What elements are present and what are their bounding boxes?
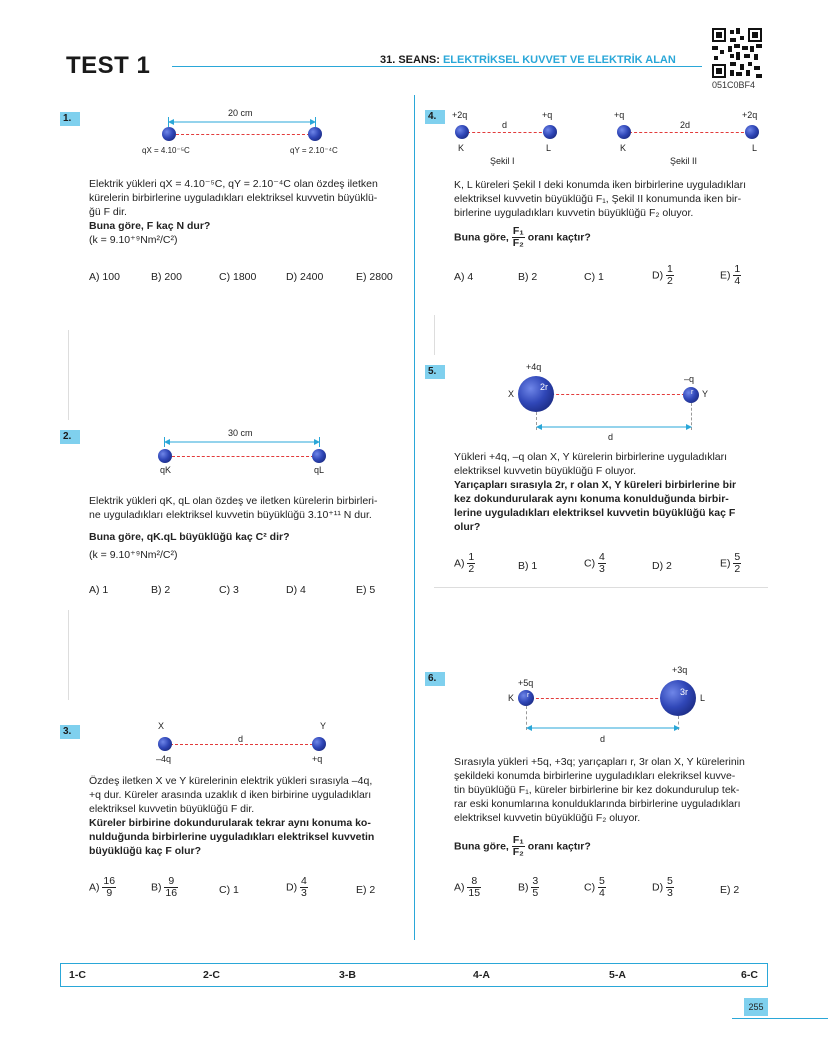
numerator: 5: [599, 875, 605, 887]
question-number: 6.: [425, 672, 445, 686]
answer-6: 6-C: [741, 969, 758, 981]
charge-l-label: qL: [314, 465, 325, 475]
numerator: 9: [164, 876, 178, 888]
text-line: şekildeki konumda birbirlerine uyguladıkları elekriksel kuvve-: [454, 770, 736, 782]
charge-k-label: +5q: [518, 678, 534, 688]
numerator: F₁: [512, 834, 524, 846]
sphere-l: [745, 125, 759, 139]
option-d[interactable]: D) 2: [652, 560, 672, 572]
option-letter: A): [89, 881, 100, 894]
numerator: 5: [734, 551, 741, 563]
option-letter: B): [151, 881, 162, 894]
answer-3: 3-B: [339, 969, 356, 981]
dashed-line: [176, 134, 310, 135]
option-c[interactable]: C) 1800: [219, 271, 257, 283]
question-prompt: kez dokundurularak aynı konuma konulduğunda birbir-: [454, 493, 729, 505]
answer-5: 5-A: [609, 969, 626, 981]
question-number: 5.: [425, 365, 445, 379]
option-letter: A): [454, 881, 465, 894]
sphere-y-label: Y: [702, 389, 709, 399]
text-line: ne uyguladıkları elektriksel kuvvetin büyüklüğü 3.10⁺¹¹ N dur.: [89, 509, 372, 521]
distance-arrow: [536, 422, 692, 432]
denominator: 15: [468, 887, 481, 899]
sphere-k: [518, 690, 534, 706]
option-a[interactable]: A) 100: [89, 271, 120, 283]
text-line: ğü F dir.: [89, 206, 127, 218]
q2-text: [89, 494, 407, 562]
option-d[interactable]: [652, 876, 674, 899]
numerator: 8: [467, 876, 481, 888]
option-a[interactable]: [454, 552, 475, 575]
question-prompt: [454, 226, 591, 249]
charge-left-label: +2q: [452, 110, 468, 120]
distance-arrow: [526, 723, 680, 733]
sphere-x: [158, 737, 172, 751]
option-letter: E): [720, 557, 731, 570]
radius-k-label: r: [527, 692, 530, 699]
fraction: [598, 876, 606, 899]
fraction: [733, 552, 741, 575]
text-line: rar eski konumlarına konulduklarında birbirlerine uyguladıkları: [454, 798, 741, 810]
numerator: 1: [667, 263, 673, 275]
option-a[interactable]: A) 4: [454, 271, 474, 283]
numerator: 1: [734, 263, 741, 275]
charge-l-label: +3q: [672, 665, 688, 675]
question-number: 3.: [60, 725, 80, 739]
constant-note: (k = 9.10⁺⁹Nm²/C²): [89, 234, 178, 246]
distance-label: d: [600, 734, 606, 744]
numerator: 1: [468, 551, 475, 563]
constant-note: (k = 9.10⁺⁹Nm²/C²): [89, 549, 178, 561]
numerator: 16: [103, 875, 116, 887]
charge-x-label: –4q: [156, 754, 172, 764]
dashed-line: [629, 132, 749, 133]
q1-figure: [140, 105, 350, 160]
sphere-l: [660, 680, 696, 716]
radius-x-label: 2r: [540, 382, 549, 392]
fraction: [102, 876, 116, 899]
q5-figure: [500, 360, 720, 445]
question-prompt: nulduğunda birbirlerine uyguladıkları elektriksel kuvvetin: [89, 831, 375, 843]
distance-label: 20 cm: [228, 108, 253, 118]
option-e[interactable]: [720, 552, 741, 575]
column-divider: [414, 95, 415, 940]
charge-y-label: +q: [312, 754, 323, 764]
sphere-l: [312, 449, 326, 463]
denominator: 4: [734, 275, 741, 287]
denominator: 2: [734, 563, 741, 575]
option-e[interactable]: E) 2: [356, 884, 376, 896]
q4-figure-2: [612, 108, 772, 168]
distance-label: d: [502, 120, 508, 130]
sphere-k: [455, 125, 469, 139]
distance-arrow: [168, 117, 316, 127]
header-rule: [172, 66, 702, 67]
distance-label: 2d: [680, 120, 691, 130]
option-letter: C): [584, 881, 596, 894]
sphere-x: [162, 127, 176, 141]
test-title: TEST 1: [66, 52, 151, 79]
q1-text: [89, 177, 407, 247]
denominator: 4: [599, 887, 605, 899]
sphere-l-label: L: [700, 693, 706, 703]
charge-right-label: +q: [542, 110, 553, 120]
question-prompt: lerine uyguladıkları elektriksel kuvvetin büyüklüğü kaç F: [454, 507, 736, 519]
denominator: 3: [667, 887, 673, 899]
q2-figure: [140, 425, 350, 480]
prompt-pre: Buna göre,: [454, 840, 509, 853]
text-line: kürelerin birbirlerine uyguladıkları elektriksel kuvvetin büyüklü-: [89, 192, 378, 204]
option-letter: A): [454, 557, 465, 570]
option-a[interactable]: A) 1: [89, 584, 109, 596]
fraction: [512, 226, 525, 249]
option-d[interactable]: D) 2400: [286, 271, 324, 283]
radius-y-label: r: [691, 389, 694, 396]
option-b[interactable]: B) 1: [518, 560, 538, 572]
numerator: 4: [599, 551, 605, 563]
sphere-k-label: K: [458, 143, 465, 153]
question-prompt: Küreler birbirine dokundurularak tekrar aynı konuma ko-: [89, 817, 371, 829]
sphere-l-label: L: [752, 143, 758, 153]
text-line: Özdeş iletken X ve Y kürelerinin elektrik yükleri sırasıyla –4q,: [89, 775, 373, 787]
prompt-post: oranı kaçtır?: [527, 840, 591, 853]
text-line: Sırasıyla yükleri +5q, +3q; yarıçapları r, 3r olan X, Y kürelerinin: [454, 756, 745, 768]
option-b[interactable]: B) 200: [151, 271, 182, 283]
dashed-line: [536, 394, 690, 395]
qr-code-icon[interactable]: [712, 28, 762, 78]
denominator: 16: [165, 887, 178, 899]
right-side-rule: [434, 315, 435, 355]
answer-key: [60, 963, 768, 987]
option-c[interactable]: C) 3: [219, 584, 239, 596]
question-prompt: [454, 835, 591, 858]
option-a[interactable]: [89, 876, 116, 899]
text-line: +q dur. Küreler arasında uzaklık d iken birbirine uyguladıkları: [89, 789, 372, 801]
sphere-k: [158, 449, 172, 463]
text-line: Elektrik yükleri qK, qL olan özdeş ve iletken kürelerin birbirleri-: [89, 495, 378, 507]
sphere-k: [617, 125, 631, 139]
sphere-y: [312, 737, 326, 751]
text-line: birlerine uyguladıkları kuvvetin büyüklüğü F₂ oluyor.: [454, 207, 694, 219]
q6-text: [454, 755, 770, 825]
text-line: elektriksel kuvvetin büyüklüğü F₂ oluyor.: [454, 812, 641, 824]
dashed-line: [467, 132, 547, 133]
fraction: [467, 876, 481, 899]
fraction: [164, 876, 178, 899]
sphere-l-label: L: [546, 143, 552, 153]
fraction: [512, 835, 525, 858]
option-e[interactable]: E) 2800: [356, 271, 393, 283]
sphere-x-label: X: [158, 721, 165, 731]
qr-code-label: 051C0BF4: [712, 80, 756, 90]
question-number: 4.: [425, 110, 445, 124]
seans-prefix: 31. SEANS:: [380, 54, 443, 66]
figure-caption: Şekil II: [670, 156, 698, 166]
fraction: [598, 552, 606, 575]
option-d[interactable]: [286, 876, 308, 899]
radius-l-label: 3r: [680, 687, 689, 697]
q4-text: [454, 178, 766, 220]
option-b[interactable]: B) 2: [518, 271, 538, 283]
sphere-y-label: Y: [320, 721, 327, 731]
figure-caption: Şekil I: [490, 156, 515, 166]
seans-title: [380, 54, 676, 66]
fraction: [666, 264, 674, 287]
fraction: [666, 876, 674, 899]
answer-4: 4-A: [473, 969, 490, 981]
left-side-rule: [68, 330, 69, 420]
dashed-line: [172, 456, 314, 457]
question-prompt: Buna göre, F kaç N dur?: [89, 220, 211, 232]
question-prompt: Yarıçapları sırasıyla 2r, r olan X, Y küreleri birbirlerine bir: [454, 479, 737, 491]
separator: [434, 587, 768, 588]
text-line: elektriksel kuvvetin büyüklüğü F₁, Şekil II konumunda iken bir-: [454, 193, 742, 205]
option-e[interactable]: E) 2: [720, 884, 740, 896]
sphere-k-label: K: [620, 143, 627, 153]
distance-label: d: [608, 432, 614, 442]
option-letter: E): [720, 269, 731, 282]
distance-label: d: [238, 734, 244, 744]
charge-left-label: +q: [614, 110, 625, 120]
charge-y-label: qY = 2.10⁻⁴C: [290, 146, 338, 155]
text-line: Yükleri +4q, –q olan X, Y kürelerin birbirlerine uyguladıkları: [454, 451, 728, 463]
question-prompt: olur?: [454, 521, 481, 533]
text-line: Elektrik yükleri qX = 4.10⁻⁵C, qY = 2.10⁻⁴C olan özdeş iletken: [89, 178, 378, 190]
option-letter: C): [584, 557, 596, 570]
denominator: 3: [599, 563, 605, 575]
denominator: 3: [301, 887, 307, 899]
option-c[interactable]: [584, 552, 606, 575]
charge-x-label: +4q: [526, 362, 542, 372]
option-a[interactable]: [454, 876, 481, 899]
option-c[interactable]: C) 1: [219, 884, 239, 896]
question-number: 1.: [60, 112, 80, 126]
text-line: K, L küreleri Şekil I deki konumda iken birbirlerine uyguladıkları: [454, 179, 747, 191]
footer-rule: [732, 1018, 828, 1019]
sphere-x-label: X: [508, 389, 515, 399]
prompt-post: oranı kaçtır?: [527, 231, 591, 244]
text-line: elektriksel kuvvetin büyüklüğü F dir.: [89, 803, 255, 815]
sphere-l: [543, 125, 557, 139]
option-b[interactable]: [151, 876, 178, 899]
option-e[interactable]: E) 5: [356, 584, 376, 596]
option-letter: B): [518, 881, 529, 894]
fraction: [531, 876, 539, 899]
distance-label: 30 cm: [228, 428, 253, 438]
q4-figure-1: [450, 108, 570, 168]
numerator: 3: [532, 875, 539, 887]
question-number: 2.: [60, 430, 80, 444]
sphere-x: [518, 376, 554, 412]
seans-topic: ELEKTRİKSEL KUVVET VE ELEKTRİK ALAN: [442, 54, 676, 66]
option-d[interactable]: [652, 264, 674, 287]
distance-arrow: [164, 437, 320, 447]
option-letter: D): [652, 269, 664, 282]
charge-y-label: –q: [684, 374, 695, 384]
charge-x-label: qX = 4.10⁻⁵C: [142, 146, 190, 155]
dashed-line: [170, 744, 318, 745]
option-c[interactable]: C) 1: [584, 271, 604, 283]
answer-2: 2-C: [203, 969, 220, 981]
text-line: tin büyüklüğü F₁, küreler birbirlerine bir kez dokundurulup tek-: [454, 784, 740, 796]
sphere-k-label: K: [508, 693, 515, 703]
charge-k-label: qK: [160, 465, 172, 475]
denominator: 5: [532, 887, 539, 899]
dashed-line: [526, 698, 678, 699]
question-prompt: büyüklüğü kaç F olur?: [89, 845, 202, 857]
option-b[interactable]: [518, 876, 539, 899]
numerator: 4: [301, 875, 307, 887]
answer-1: 1-C: [69, 969, 86, 981]
denominator: 9: [106, 887, 113, 899]
question-prompt: Buna göre, qK.qL büyüklüğü kaç C² dir?: [89, 531, 290, 543]
prompt-pre: Buna göre,: [454, 231, 509, 244]
left-side-rule: [68, 610, 69, 700]
charge-right-label: +2q: [742, 110, 758, 120]
numerator: 5: [667, 875, 673, 887]
denominator: 2: [468, 563, 475, 575]
text-line: elektriksel kuvvetin büyüklüğü F oluyor.: [454, 465, 637, 477]
fraction: [467, 552, 475, 575]
q6-figure: [500, 663, 720, 748]
option-b[interactable]: B) 2: [151, 584, 171, 596]
option-e[interactable]: [720, 264, 741, 287]
numerator: F₁: [512, 225, 524, 237]
q5-text: [454, 450, 768, 534]
sphere-y: [308, 127, 322, 141]
fraction: [300, 876, 308, 899]
option-c[interactable]: [584, 876, 606, 899]
q3-figure: [140, 718, 350, 768]
denominator: F₂: [512, 846, 524, 858]
page-number: 255: [744, 998, 768, 1016]
option-d[interactable]: D) 4: [286, 584, 306, 596]
option-letter: D): [286, 881, 298, 894]
fraction: [733, 264, 741, 287]
q3-text: [89, 774, 409, 858]
denominator: F₂: [512, 237, 524, 249]
option-letter: D): [652, 881, 664, 894]
denominator: 2: [667, 275, 673, 287]
